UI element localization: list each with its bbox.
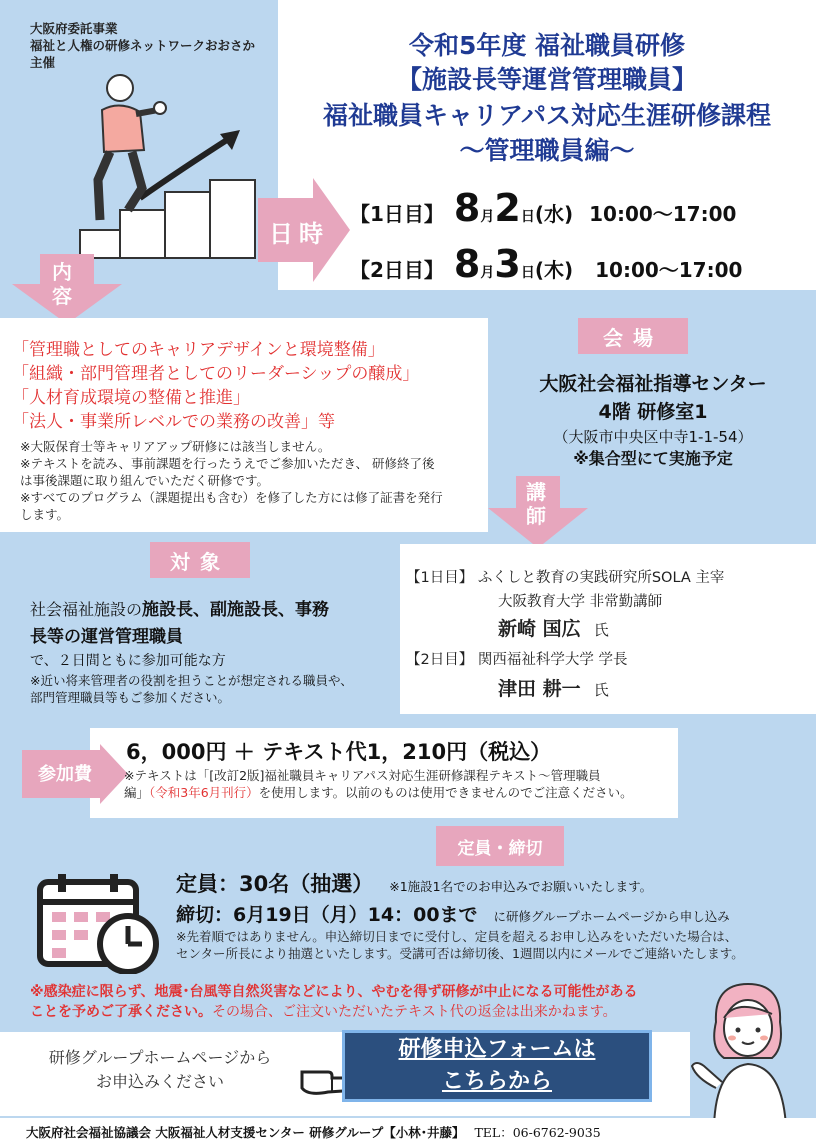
fee-note-2c: を使用します。以前のものは使用できませんのでご注意ください。 [258, 785, 633, 800]
capacity-row [176, 868, 652, 898]
target-line-1b: 施設長、副施設長、事務 [142, 600, 330, 620]
fee-notes [124, 767, 633, 801]
content-note-3: は事後課題に取り組んでいただく研修です。 [20, 473, 270, 488]
apply-form-button[interactable] [342, 1030, 652, 1102]
warning-line-2b: その場合、ご注文いただいたテキスト代の返金は出来かねます。 [212, 1004, 617, 1020]
target-note-2: 部門管理職員等もご参加ください。 [30, 690, 231, 705]
content-arrow [12, 254, 122, 324]
apply-hp-line-2: お申込みください [95, 1072, 224, 1091]
venue-label: 会場 [578, 318, 688, 354]
title-block [278, 30, 816, 168]
day2-day-unit: 日 [520, 265, 535, 281]
venue-address: （大阪市中央区中寺1-1-54） [553, 428, 753, 446]
target-block [30, 596, 353, 706]
day1-month-unit: 月 [480, 209, 495, 225]
lecturer-day1-affil1: ふくしと教育の実践研究所SOLA 主宰 [477, 570, 725, 586]
datetime-arrow [258, 178, 350, 282]
content-item-3: 「人材育成環境の整備と推進」 [12, 388, 250, 408]
target-line-2: 長等の運営管理職員 [30, 627, 183, 647]
lecturer-day2-name: 津田 耕一 [498, 678, 581, 700]
day2-weekday: (木) [534, 258, 574, 282]
content-item-1: 「管理職としてのキャリアデザインと環境整備」 [12, 340, 385, 360]
fee-note-1: ※テキストは「[改訂2版]福祉職員キャリアパス対応生涯研修課程テキスト～管理職員 [124, 768, 601, 783]
warning-line-1: ※感染症に限らず、地震･台風等自然災害などにより、やむを得ず研修が中止になる可能性がある [30, 984, 638, 1000]
capacity-note-1: ※先着順ではありません。申込締切日までに受付し、定員を超えるお申し込みをいただいた場合は、 [176, 929, 738, 944]
stairs-climbing-illustration [70, 70, 260, 260]
organizer-line-1: 大阪府委託事業 [30, 21, 118, 36]
lecturer-arrow [488, 476, 588, 548]
lecturer-day1-affil2: 大阪教育大学 非常勤講師 [498, 594, 663, 610]
organizer-line-2: 福祉と人権の研修ネットワークおおさか [30, 38, 256, 53]
title-line-4: ～管理職員編～ [459, 136, 635, 165]
content-note-2: ※テキストを読み、事前課題を行ったうえでご参加いただき、 研修終了後 [20, 456, 435, 471]
venue-note: ※集合型にて実施予定 [573, 449, 733, 468]
apply-hp-line-1: 研修グループホームページから [48, 1048, 272, 1067]
target-label: 対象 [150, 542, 250, 578]
day1-day-unit: 日 [520, 209, 535, 225]
deadline-row [176, 900, 730, 927]
capacity-note-2: センター所長により抽選といたします。受講可否は締切後、1週間以内にメールでご連絡いたします。 [176, 946, 744, 961]
day1-tag: 【1日目】 [350, 202, 444, 226]
capacity-notes [176, 928, 744, 962]
schedule-day2 [350, 242, 742, 286]
venue-room: 4階 研修室1 [598, 401, 708, 423]
footer [26, 1123, 601, 1141]
lecturer-day1-tag: 【1日目】 [406, 570, 474, 586]
venue-name: 大阪社会福祉指導センター [539, 373, 767, 395]
calendar-clock-icon [36, 874, 162, 974]
content-item-2: 「組織・部門管理者としてのリーダーシップの醸成」 [12, 364, 420, 384]
lecturer-block [406, 566, 724, 704]
day2-month: 8 [453, 242, 481, 286]
footer-tel: TEL：06-6762-9035 [474, 1125, 601, 1140]
lecturer-day2-tag: 【2日目】 [406, 652, 474, 668]
fee-note-2b: （令和3年6月刊行） [149, 785, 259, 800]
content-item-4: 「法人・事業所レベルでの業務の改善」等 [12, 412, 335, 432]
deadline-note: に研修グループホームページから申し込み [493, 909, 730, 924]
lecturer-label: 講師 [526, 480, 546, 528]
day2-tag: 【2日目】 [350, 258, 444, 282]
day1-weekday: (水) [534, 202, 574, 226]
content-note-4: ※すべてのプログラム（課題提出も含む）を修了した方には修了証書を発行 [20, 490, 443, 505]
capacity-text: 定員：30名（抽選） [176, 872, 374, 896]
day2-day: 3 [494, 242, 521, 286]
footer-text: 大阪府社会福祉協議会 大阪福祉人材支援センター 研修グループ【小林･井藤】 [26, 1125, 465, 1140]
datetime-label: 日時 [269, 220, 329, 248]
fee-amount: 6，000円 ＋ テキスト代1，210円（税込） [126, 740, 552, 764]
target-note-1: ※近い将来管理者の役割を担うことが想定される職員や、 [30, 673, 353, 688]
content-notes [20, 438, 486, 523]
fee-note-2a: 編」 [124, 785, 150, 800]
content-note-1: ※大阪保育士等キャリアアップ研修には該当しません。 [20, 439, 331, 454]
title-line-1: 令和5年度 福祉職員研修 [408, 31, 686, 60]
apply-hp-text [20, 1046, 300, 1094]
content-items [12, 338, 419, 434]
target-line-3: で、２日間ともに参加可能な方 [30, 653, 226, 669]
lecturer-day1-name: 新崎 国広 [498, 618, 581, 640]
title-line-3: 福祉職員キャリアパス対応生涯研修課程 [322, 101, 771, 130]
warning-line-2a: ことを予めご了承ください。 [30, 1004, 212, 1020]
woman-illustration [686, 978, 812, 1128]
warning-block [30, 982, 638, 1022]
title-line-2: 【施設長等運営管理職員】 [396, 65, 697, 94]
apply-button-line-1[interactable]: 研修申込フォームは [398, 1037, 596, 1062]
content-label: 内容 [52, 260, 72, 308]
venue-block [490, 370, 816, 470]
deadline-text: 締切：6月19日（月）14：00まで [176, 904, 478, 926]
day1-month: 8 [453, 186, 481, 230]
target-line-1a: 社会福祉施設の [30, 600, 143, 619]
fee-label: 参加費 [38, 764, 92, 785]
lecturer-day2-suffix: 氏 [593, 681, 609, 699]
day2-time: 10:00～17:00 [595, 258, 743, 282]
fee-arrow [22, 744, 128, 804]
organizer-line-3: 主催 [30, 55, 56, 70]
day2-month-unit: 月 [480, 265, 495, 281]
lecturer-day1-suffix: 氏 [593, 621, 609, 639]
capacity-note: ※1施設1名でのお申込みでお願いいたします。 [389, 879, 653, 894]
capacity-label: 定員・締切 [436, 826, 564, 866]
day1-time: 10:00～17:00 [589, 202, 737, 226]
day1-day: 2 [494, 186, 521, 230]
schedule-day1 [350, 186, 736, 230]
apply-button-line-2[interactable]: こちらから [441, 1069, 552, 1094]
organizer-block [30, 20, 255, 71]
content-note-5: します。 [20, 507, 70, 522]
lecturer-day2-affil: 関西福祉科学大学 学長 [477, 652, 628, 668]
